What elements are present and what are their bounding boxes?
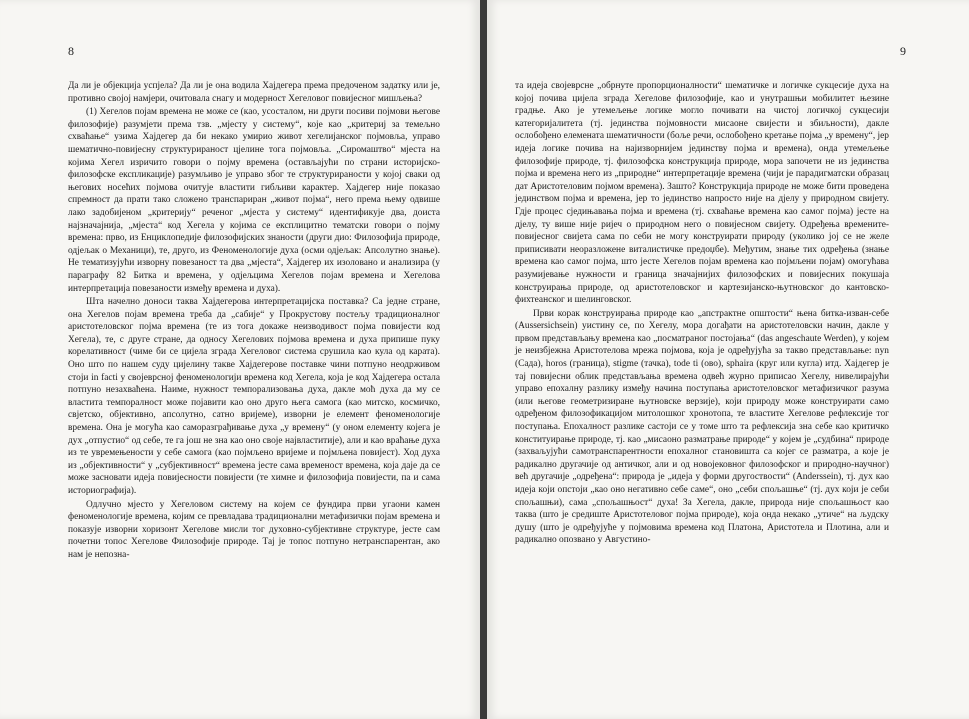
book-gutter: [480, 0, 487, 719]
left-page-text: [68, 80, 440, 562]
paragraph: Први корак конструирања природе као „апстрактне општости“ њена битка-изван-себе (Aussersichsein) уистину се, по Хегелу, мора догађати на аристотеловски начин, дакле у првом представљању времена као „посматраног постојања“ (das angeschaute Werden), у којем је неизбјежна Аристотелова мрежа појмова, која је одређујућа за такво представљање: nyn (Сада), horos (граница), stigme (тачка), tode ti (ово), sphaira (круг или кугла) итд. Хајдегер је тај повијесни облик представљања времена одвећ журно приписао Хегелу, нивелирајући управо епохалну разлику између начина поступања аристотеловског метафизичког разума (или његове геометризиране њутновске верзије), који природу може конструирати само одређеном филозофикацијом митолошког хронотопа, те властите Хегелове рефлексије тог поступања. Епохалност разлике састоји се у томе што та рефлексија зна себе као критичко конституирање природе, тј. као „мисаоно разматрање природе“ у којем је „судбина“ природе (захваљујући самотранспарентности епохалног становишта са којег се разматра, а које је радикално другачије од античког, али и од новојековног филозофског и природно-научног) већ другачије „одређена“: природа је „идеја у форми другоствости“ (Anderssein), тј. дух као идеја који опстоји „као оно негативно себе саме“, оно „себи спољашње“ (тј. дух који је себи спољашњи), сама „спољашњост“ духа! За Хегела, дакле, природа није спољашњост као таква (што је средиште Аристотеловог појма природе), која онда некако „утиче“ на људску душу (што је одређујуће у појмовима времена код Платона, Аристотела и Плотина, али и радикално опозвано у Августино-: [515, 308, 889, 546]
right-page: [487, 0, 969, 719]
paragraph: (1) Хегелов појам времена не може се (као, усосталом, ни други посиви појмови његове филозофије) разумјети према тзв. „мјесту у систему“, које као „критериј за темељно схваћање“ узима Хајдегер да би некако умирио живот хегелијанског појмовља, управо шематично-повијесну структурираност цјелине тога појмовља. „Сиромаштво“ мјеста на којима Хегел изричито говори о појму времена (остављајући по страни историјско-филозофске експликације) разумљиво је управо због те структурираности у којој сваки од његових носећих појмова очитује властити гибљиви карактер. Хајдегер није показао спремност да прати тако сложено транспариран „живот појма“, него према њему одвише лако задобијеном „критерију“ реченог „мјеста у систему“ идентификује два, доиста најзначајнија, „мјеста“ код Хегела у којима се експлицитно тематски говори о појму времена: прво, из Енциклопедије филозофијских знаности (други дио: Филозофија природе, одјељак о Механици), те, друго, из Феноменологије духа (осми одјељак: Апсолутно знање). Не тематизујући изворну повезаност та два „мјеста“, Хајдегер их изоловано и анализира (у параграфу 82 Битка и времена, у одјељцима Хегелов појам времена и Хегелова интерпретација повезаности између времена и духа).: [68, 107, 440, 294]
right-page-text: [515, 80, 889, 547]
page-number-right: 9: [900, 44, 906, 58]
page-number-left: 8: [68, 44, 74, 58]
paragraph: Шта начелно доноси таква Хајдегерова интерпретацијска поставка? Са једне стране, она Хегелов појам времена треба да „сабије“ у Прокрустову постељу традиционалног аристотеловског појма времена (те из тога докаже неизводивост појма повијести код Хегела), те, с друге стране, да односу Хегелових појмова времена и духа припише пуку корелативност (чиме би се цијела зграда Хегеловог система срушила као кула од карата). Оно што по нашем суду цијелину такве Хајдегерове поставке чини потпуно неодрживом стоји in facti у својеврсној феноменологији времена код Хегела, која је код Хајдегера остала потпуно незахваћена. Наиме, нужност темпорализовања духа, дакле моћ духа да му се властита темпоралност може појавити као оно друго њега самога (као митско, космичко, свјетско, објективно, апсолутно, сатно вријеме), изворни је елемент феноменологије времена. Она је могућа као саморазграђивање духа „у времену“ (у оном елементу којега је дух „отпустио“ од себе, те га још не зна као оно своје највластитије), али и као враћање духа из те увремењености у себе самога (као појмљено вријеме и појмљена повијест). Ход духа из „објективности“ у „субјективност“ времена јесте сама временост времена, која даје да се може засновати идеја повијесности повијести (те химне и филозофија повијести, па и сама историографија).: [68, 297, 440, 496]
left-page: [0, 0, 480, 719]
paragraph: та идеја својеврсне „обрнуте пропорционалности“ шематичке и логичке сукцесије духа на којој почива цијела зграда Хегелове филозофије, као и унутрашњи мобилитет њезине градње. Ако је утемељење логике могло почивати на чистој логичкој сукцесији категоријалитета (тј. јединства појмовности мисаоне свијести и збиљности), дакле ослобођено елемената шематичности (боље речи, ослобођено кретање појма „у времену“, јер идеја логике почива на најизворнијем јединству појма и времена), онда утемељење филозофије природе, тј. филозофска конструкција природе, мора започети не из јединства појма и времена него из „природне“ интерпретације времена (чији је парадигматски образац дат Аристотеловим појмом времена). Зашто? Конструкција природе не може бити проведена јединством појма и времена, јер то јединство напросто није на дјелу у природном свијету. Гдје процес сједињавања појма и времена (тј. схваћање времена као самог појма) јесте на дјелу, ту више није ријеч о природном него о повијесном свијету. Одређења времените-повијесног свијета сама по себи не могу конструирати природу (уколико јој се не желе приписивати неоразложене виталистичке предоџбе). Међутим, знање тих одређења (знање времена као самог појма, што јесте Хегелов појам времена као појмљени појам) омогућава разумијевање нужности и граница значајнијих филозофских и повијесних покушаја конструирања природе, од аристотеловског и картезијанско-њутновског до кантовско-фихтеанског и шелинговског.: [515, 81, 889, 306]
paragraph: Одлучно мјесто у Хегеловом систему на којем се фундира први угаони камен феноменологије времена, којим се превладава традиционални метафизички појам времена и показује изворни хоризонт Хегелове мисли тог духовно-субјективне структуре, јесте сам почетни топос Хегелове Филозофије природе. Тај је топос потпуно нетранспарентан, ако нам је непозна-: [68, 499, 440, 560]
paragraph: Да ли је објекција успјела? Да ли је она водила Хајдегера према предоченом задатку или је, противно својој намјери, очитовала снагу и модерност Хегеловог повијесног мишљења?: [68, 81, 440, 104]
